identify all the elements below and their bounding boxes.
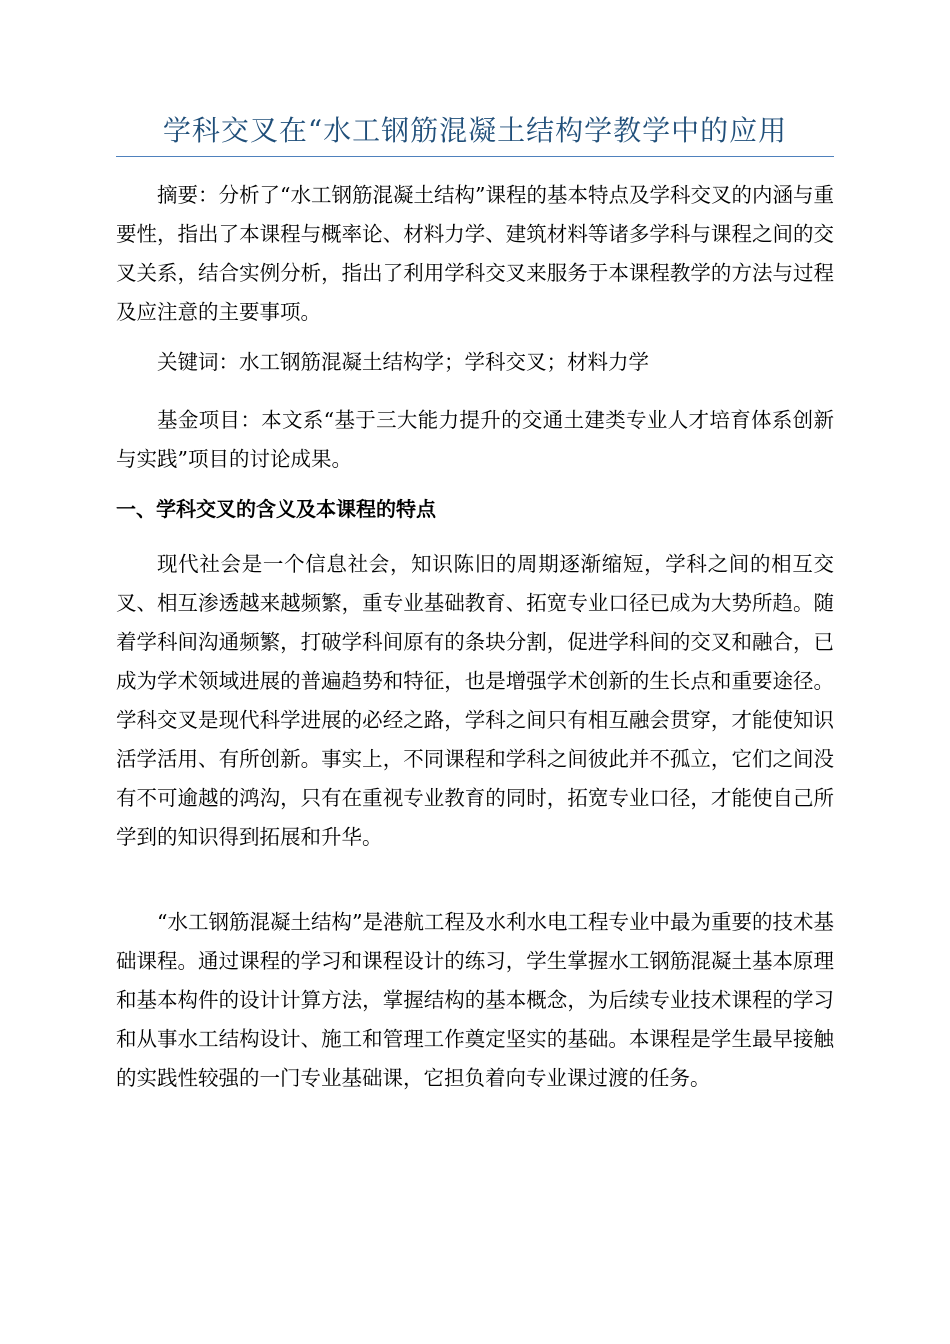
- abstract-label: 摘要：: [157, 183, 219, 207]
- abstract-paragraph: [116, 176, 834, 332]
- keywords-label: 关键词：: [157, 350, 239, 374]
- fund-text: 本文系“基于三大能力提升的交通土建类专业人才培育体系创新与实践”项目的讨论成果。: [116, 408, 835, 471]
- body-paragraph-1: 现代社会是一个信息社会，知识陈旧的周期逐渐缩短，学科之间的相互交叉、相互渗透越来越频繁，重专业基础教育、拓宽专业口径已成为大势所趋。随着学科间沟通频繁，打破学科间原有的条块分割，促进学科间的交叉和融合，已成为学术领域进展的普遍趋势和特征，也是增强学术创新的生长点和重要途径。学科交叉是现代科学进展的必经之路，学科之间只有相互融会贯穿，才能使知识活学活用、有所创新。事实上，不同课程和学科之间彼此并不孤立，它们之间没有不可逾越的鸿沟，只有在重视专业教育的同时，拓宽专业口径，才能使自己所学到的知识得到拓展和升华。: [116, 552, 834, 849]
- keywords-paragraph: [116, 343, 834, 382]
- abstract-text: 分析了“水工钢筋混凝土结构”课程的基本特点及学科交叉的内涵与重要性，指出了本课程与概率论、材料力学、建筑材料等诸多学科与课程之间的交叉关系，结合实例分析，指出了利用学科交叉来服务于本课程教学的方法与过程及应注意的主要事项。: [116, 183, 835, 324]
- body-paragraph-2: “水工钢筋混凝土结构”是港航工程及水利水电工程专业中最为重要的技术基础课程。通过课程的学习和课程设计的练习，学生掌握水工钢筋混凝土基本原理和基本构件的设计计算方法，掌握结构的基本概念，为后续专业技术课程的学习和从事水工结构设计、施工和管理工作奠定坚实的基础。本课程是学生最早接触的实践性较强的一门专业基础课，它担负着向专业课过渡的任务。: [116, 910, 834, 1090]
- title-block: [116, 108, 834, 157]
- document-title: 学科交叉在“水工钢筋混凝土结构学教学中的应用: [162, 114, 788, 147]
- keywords-text: 水工钢筋混凝土结构学；学科交叉；材料力学: [239, 350, 649, 374]
- fund-label: 基金项目：: [157, 408, 262, 432]
- fund-paragraph: [116, 401, 834, 479]
- section-heading: 一、学科交叉的含义及本课程的特点: [116, 497, 436, 521]
